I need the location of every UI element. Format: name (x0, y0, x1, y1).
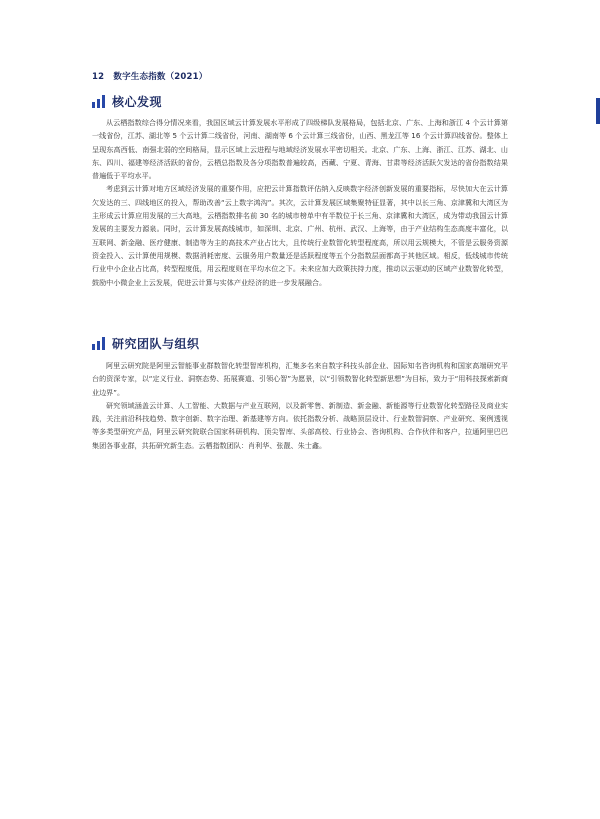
section-body-research-team (92, 359, 508, 452)
paragraph: 研究领域涵盖云计算、人工智能、大数据与产业互联网，以及新零售、新制造、新金融、新能源等行业数智化转型路径及商业实践，关注前沿科技趋势、数字创新、数字治理、新基建等方向。依托指数分析、战略顶层设计、行业数智洞察、产业研究、案例透视等多类型研究产品，阿里云研究院联合国家科研机构、顶尖智库、头部高校、行业协会、咨询机构、合作伙伴和客户，拉通阿里巴巴集团各事业群，共拓研究新生态。云栖指数团队：肖利华、张靓、朱士鑫。 (92, 400, 508, 450)
page-edge-tab (596, 98, 600, 124)
section-heading-core-findings (92, 93, 162, 110)
heading-bars-icon (92, 95, 105, 108)
section-title: 研究团队与组织 (112, 337, 200, 351)
section-body-core-findings (92, 116, 508, 289)
heading-bars-icon (92, 337, 105, 350)
paragraph: 阿里云研究院是阿里云智能事业群数智化转型智库机构，汇集多名来自数字科技头部企业、国际知名咨询机构和国家高端研究平台的资深专家，以“定义行业、洞察态势、拓展赛道、引领心智”为愿景，以“引领数智化转型新思想”为目标，致力于“用科技探索新商业边界”。 (92, 361, 508, 397)
page-number: 12 (92, 72, 105, 82)
publication-title: 数字生态指数（2021） (113, 72, 208, 82)
paragraph: 考虑到云计算对地方区域经济发展的重要作用，应把云计算指数评估纳入反映数字经济创新发展的重要指标，尽快加大在云计算欠发达的三、四线地区的投入，帮助改善“云上数字鸿沟”。其次，云计算发展区域集聚特征显著，其中以长三角、京津冀和大湾区为主形成云计算应用发展的三大高地，云栖指数排名前 30 名的城市榜单中有半数位于长三角、京津冀和大湾区，成为带动我国云计算发展的主要发力源泉。同时，云计算发展高线城市，如深圳、北京、广州、杭州、武汉、上海等，由于产业结构生态高度丰富化，以互联网、新金融、医疗健康、制造等为主的高技术产业占比大，且传统行业数智化转型程度高，所以用云规模大，不管是云服务资源资金投入、云计算使用规模、数据消耗密度、云服务用户数量还是活跃程度等五个分指数层面都高于其他区域。相反，低线城市传统行业中小企业占比高，转型程度低，用云程度则在平均水位之下。未来应加大政策扶持力度，推动以云驱动的区域产业数智化转型，鼓励中小微企业上云发展，促进云计算与实体产业经济的进一步发展融合。 (92, 184, 508, 287)
page-header (92, 70, 207, 82)
section-title: 核心发现 (112, 95, 163, 109)
section-heading-research-team (92, 335, 200, 352)
paragraph: 从云栖指数综合得分情况来看，我国区域云计算发展水平形成了四级梯队发展格局，包括北京、广东、上海和浙江 4 个云计算第一线省份，江苏、湖北等 5 个云计算二线省份，河南、湖南等 6 个云计算三线省份，山西、黑龙江等 16 个云计算四线省份。整体上呈现东高西低、南强北弱的空间格局，显示区域上云进程与地域经济发展水平密切相关。北京、广东、上海、浙江、江苏、湖北、山东、四川、福建等经济活跃的省份，云栖总指数及各分项指数普遍较高，西藏、宁夏、青海、甘肃等经济活跃欠发达的省份指数结果普遍低于平均水平。 (92, 118, 508, 181)
